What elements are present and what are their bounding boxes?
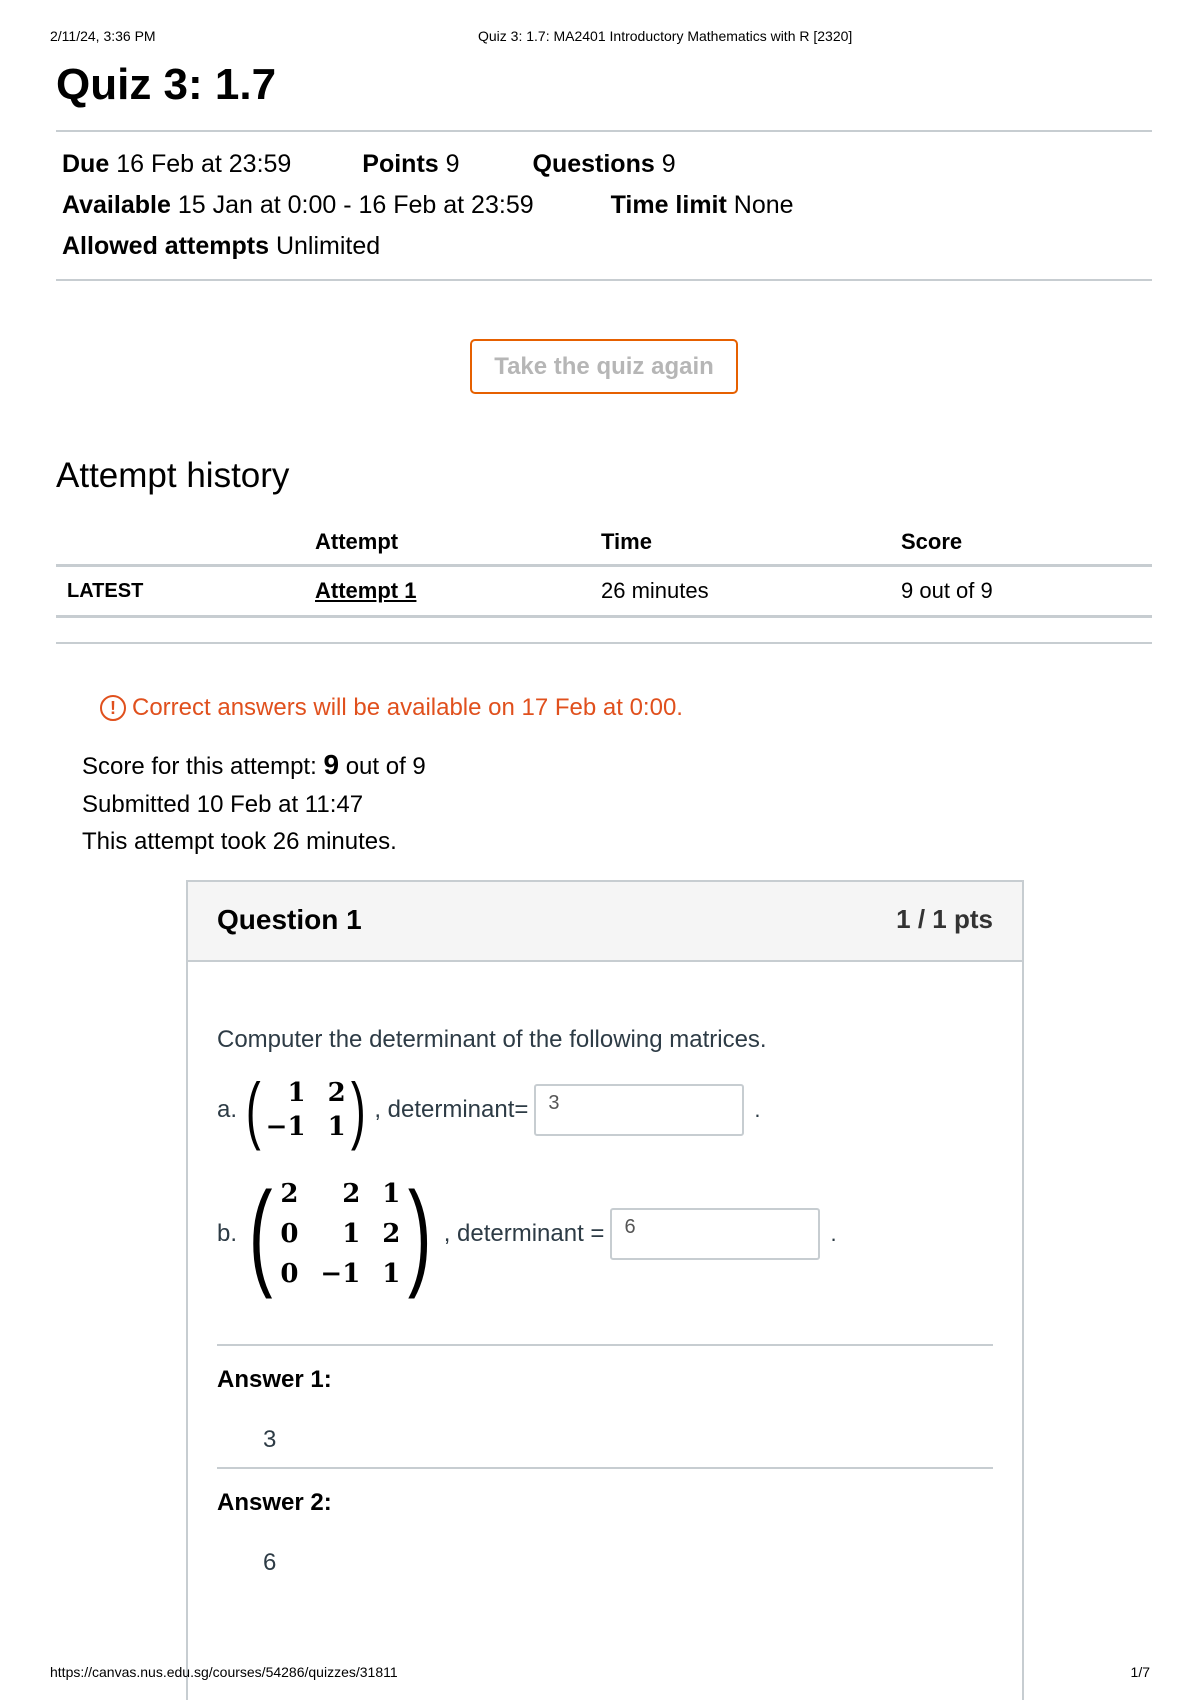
table-row bbox=[56, 566, 1152, 617]
question-header bbox=[188, 882, 1022, 962]
attempt-duration: This attempt took 26 minutes. bbox=[82, 828, 397, 855]
questions-value: 9 bbox=[661, 150, 676, 178]
part-a-text: , determinant= bbox=[374, 1096, 529, 1123]
divider bbox=[56, 130, 1152, 132]
print-title: Quiz 3: 1.7: MA2401 Introductory Mathematics with R [2320] bbox=[478, 28, 853, 44]
points-label: Points bbox=[362, 150, 439, 178]
answer-2-value: 6 bbox=[263, 1549, 277, 1576]
print-date: 2/11/24, 3:36 PM bbox=[50, 28, 156, 44]
available-value: 15 Jan at 0:00 - 16 Feb at 23:59 bbox=[177, 191, 534, 219]
available-label: Available bbox=[62, 191, 171, 219]
divider bbox=[56, 279, 1152, 281]
questions-label: Questions bbox=[532, 150, 655, 178]
matrix-cell: 0 bbox=[280, 1219, 299, 1249]
column-header: Time bbox=[601, 529, 652, 554]
matrix-cell: 1 bbox=[382, 1259, 401, 1289]
column-header bbox=[56, 520, 315, 566]
print-url: https://canvas.nus.edu.sg/courses/54286/quizzes/31811 bbox=[50, 1664, 398, 1680]
divider bbox=[56, 642, 1152, 644]
attempt-1-link[interactable]: Attempt 1 bbox=[315, 578, 417, 603]
determinant-a-input[interactable]: 3 bbox=[534, 1084, 744, 1136]
attempt-history-title: Attempt history bbox=[56, 456, 290, 495]
matrix-cell: 1 bbox=[287, 1078, 306, 1108]
score-value: 9 bbox=[323, 749, 340, 780]
matrix-cell: 1 bbox=[382, 1179, 401, 1209]
attempts-label: Allowed attempts bbox=[62, 232, 269, 260]
part-b: b. ( 2 2 1 0 1 2 0 −1 1 ) , determinant = 6 . bbox=[217, 1168, 837, 1300]
answer-1-value: 3 bbox=[263, 1426, 277, 1453]
attempt-history-table bbox=[56, 520, 1152, 618]
quiz-meta-row-1 bbox=[62, 150, 676, 179]
column-header: Attempt bbox=[315, 529, 399, 554]
attempt-score: 9 out of 9 bbox=[901, 578, 993, 603]
question-prompt: Computer the determinant of the following matrices. bbox=[217, 1026, 767, 1053]
answer-2-label: Answer 2: bbox=[217, 1489, 332, 1516]
column-header: Score bbox=[901, 529, 963, 554]
matrix-cell: −1 bbox=[320, 1259, 361, 1289]
part-a-label: a. bbox=[217, 1096, 238, 1123]
attempt-score-summary bbox=[82, 749, 426, 781]
latest-tag: LATEST bbox=[67, 579, 144, 602]
table-header-row bbox=[56, 520, 1152, 566]
matrix-cell: −1 bbox=[265, 1112, 306, 1142]
points-value: 9 bbox=[445, 150, 460, 178]
notice-text: Correct answers will be available on 17 Feb at 0:00. bbox=[132, 694, 683, 721]
attempt-time: 26 minutes bbox=[601, 578, 709, 603]
determinant-b-input[interactable]: 6 bbox=[610, 1208, 820, 1260]
matrix-cell: 2 bbox=[327, 1078, 346, 1108]
part-b-text: , determinant = bbox=[443, 1220, 605, 1247]
answer-1-label: Answer 1: bbox=[217, 1366, 332, 1393]
question-points: 1 / 1 pts bbox=[896, 904, 993, 934]
matrix-cell: 1 bbox=[327, 1112, 346, 1142]
page-title: Quiz 3: 1.7 bbox=[56, 60, 277, 109]
timelimit-label: Time limit bbox=[610, 191, 727, 219]
matrix-cell: 1 bbox=[342, 1219, 361, 1249]
score-prefix: Score for this attempt: bbox=[82, 753, 317, 780]
part-b-label: b. bbox=[217, 1220, 238, 1247]
due-value: 16 Feb at 23:59 bbox=[116, 150, 292, 178]
question-card bbox=[186, 880, 1024, 1700]
matrix-cell: 2 bbox=[342, 1179, 361, 1209]
due-label: Due bbox=[62, 150, 110, 178]
matrix-cell: 0 bbox=[280, 1259, 299, 1289]
timelimit-value: None bbox=[733, 191, 794, 219]
matrix-cell: 2 bbox=[280, 1179, 299, 1209]
question-title: Question 1 bbox=[217, 904, 362, 935]
submitted-time: Submitted 10 Feb at 11:47 bbox=[82, 791, 364, 818]
exclamation-circle-icon: ! bbox=[100, 695, 126, 721]
part-a: a. ( 1 2 −1 1 ) , determinant= 3 . bbox=[217, 1068, 761, 1151]
matrix-b: ( 2 2 1 0 1 2 0 −1 1 ) bbox=[248, 1168, 432, 1300]
matrix-cell: 2 bbox=[382, 1219, 401, 1249]
attempts-value: Unlimited bbox=[275, 232, 381, 260]
divider bbox=[217, 1467, 993, 1469]
take-quiz-again-button[interactable]: Take the quiz again bbox=[470, 339, 738, 394]
quiz-meta-row-3 bbox=[62, 232, 380, 261]
print-page-number: 1/7 bbox=[1130, 1664, 1150, 1680]
matrix-a: ( 1 2 −1 1 ) bbox=[245, 1068, 366, 1151]
quiz-meta-row-2 bbox=[62, 191, 794, 220]
score-suffix: out of 9 bbox=[345, 753, 426, 780]
correct-answers-notice bbox=[100, 694, 683, 722]
divider bbox=[217, 1344, 993, 1346]
